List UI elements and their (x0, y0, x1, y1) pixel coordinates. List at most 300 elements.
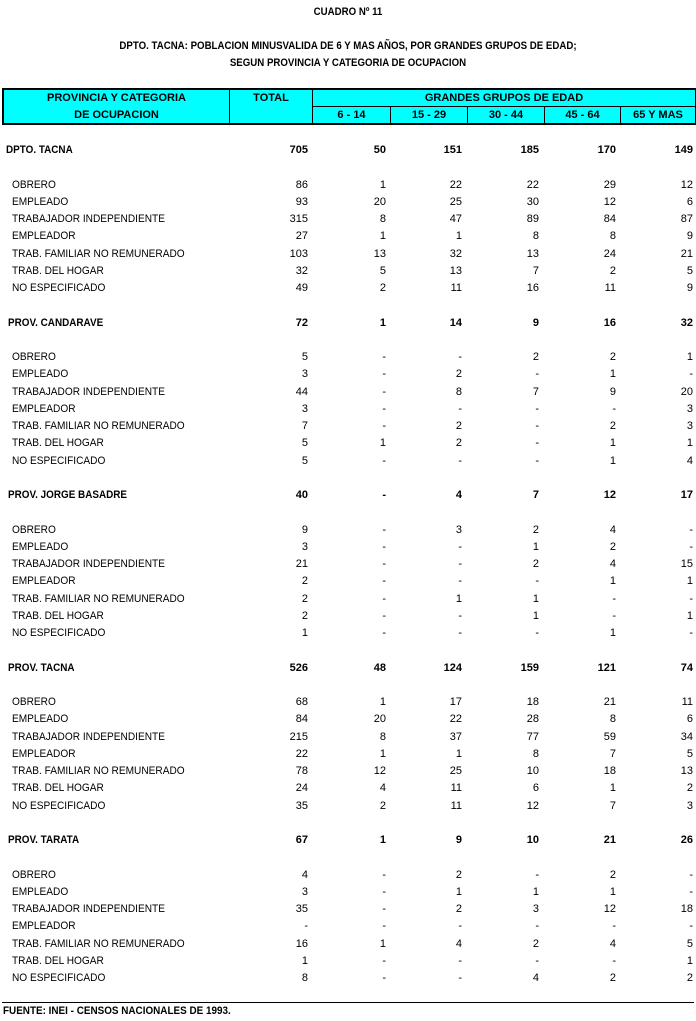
category-label: NO ESPECIFICADO (12, 972, 106, 984)
cell-value: 13 (449, 264, 462, 277)
cell-value: 25 (449, 765, 462, 777)
cell-value: 34 (680, 730, 693, 743)
province-value: 16 (603, 316, 616, 329)
cell-value: 2 (379, 282, 386, 294)
cell-value: 1 (379, 178, 386, 191)
table-row (0, 522, 696, 539)
table-row (0, 918, 696, 935)
table-subtitle-line2: SEGUN PROVINCIA Y CATEGORIA DE OCUPACION (229, 57, 467, 69)
category-label: NO ESPECIFICADO (12, 627, 106, 639)
cell-value: 13 (373, 247, 386, 260)
province-value: 67 (295, 834, 308, 846)
table-row (0, 194, 696, 211)
cell-value: 7 (532, 264, 539, 277)
cell-value: 2 (532, 523, 539, 536)
cell-value: 1 (686, 575, 693, 588)
category-label: TRABAJADOR INDEPENDIENTE (12, 558, 165, 570)
cell-value: - (382, 868, 386, 881)
province-value: 170 (597, 144, 616, 156)
cell-value: 29 (603, 178, 616, 191)
cell-value: 22 (295, 747, 308, 760)
cell-value: 1 (301, 954, 308, 967)
cell-value: - (689, 885, 693, 898)
cell-value: 2 (455, 368, 462, 381)
table-row (0, 366, 696, 383)
cell-value: - (612, 402, 616, 415)
table-row (0, 384, 696, 401)
category-label: TRABAJADOR INDEPENDIENTE (12, 213, 165, 225)
cell-value: 1 (379, 696, 386, 708)
cell-value: 7 (532, 385, 539, 398)
cell-value: 6 (686, 195, 693, 208)
category-label: EMPLEADO (12, 713, 69, 726)
cell-value: 1 (609, 454, 616, 467)
header-age-30-44: 30 - 44 (488, 109, 524, 121)
cell-value: 4 (609, 523, 616, 536)
cell-value: 11 (450, 799, 462, 812)
cell-value: 47 (449, 213, 462, 225)
cell-value: 9 (686, 282, 693, 294)
cell-value: 11 (450, 282, 462, 294)
table-row (0, 936, 696, 953)
cell-value: 2 (686, 972, 693, 984)
province-value: 32 (680, 316, 693, 329)
cell-value: - (689, 627, 693, 639)
province-value: 17 (680, 489, 693, 501)
cell-value: 9 (609, 385, 616, 398)
cell-value: - (689, 592, 693, 605)
province-value: 151 (443, 144, 462, 156)
cell-value: 2 (686, 782, 693, 795)
category-label: TRAB. FAMILIAR NO REMUNERADO (12, 420, 185, 432)
cell-value: 86 (295, 178, 308, 191)
province-name: PROV. TARATA (8, 834, 80, 846)
category-label: NO ESPECIFICADO (12, 799, 106, 812)
cell-value: 9 (686, 230, 693, 243)
category-label: NO ESPECIFICADO (12, 454, 106, 467)
cell-value: 2 (609, 540, 616, 553)
table-row (0, 711, 696, 728)
cell-value: 4 (609, 937, 616, 950)
table-row (0, 884, 696, 901)
cell-value: 35 (295, 903, 308, 915)
cell-value: 8 (609, 230, 616, 243)
cell-value: 8 (301, 972, 308, 984)
cell-value: 18 (526, 696, 539, 708)
cell-value: 2 (609, 868, 616, 881)
table-subtitle-line1: DPTO. TACNA: POBLACION MINUSVALIDA DE 6 Y MAS AÑOS, POR GRANDES GRUPOS DE EDAD; (119, 40, 577, 52)
cell-value: - (535, 454, 539, 467)
province-value: 9 (455, 834, 462, 846)
cell-value: 215 (289, 730, 308, 743)
province-value: 50 (373, 144, 386, 156)
cell-value: 2 (532, 937, 539, 950)
table-row (0, 625, 696, 642)
category-label: EMPLEADOR (12, 747, 76, 760)
table-row (0, 211, 696, 228)
province-row (0, 832, 696, 849)
category-label: OBRERO (12, 178, 56, 191)
cell-value: 11 (604, 282, 616, 294)
cell-value: 2 (301, 575, 308, 588)
table-row (0, 746, 696, 763)
table-row (0, 539, 696, 556)
header-col1-line2: DE OCUPACION (74, 109, 159, 121)
province-name: PROV. JORGE BASADRE (8, 489, 128, 501)
cell-value: - (458, 920, 462, 933)
cell-value: 22 (449, 178, 462, 191)
cell-value: 84 (295, 713, 308, 726)
cell-value: 2 (301, 592, 308, 605)
cell-value: 12 (373, 765, 386, 777)
category-label: OBRERO (12, 523, 56, 536)
category-label: TRAB. DEL HOGAR (12, 782, 104, 795)
cell-value: 2 (532, 351, 539, 363)
table-row (0, 591, 696, 608)
cell-value: - (458, 972, 462, 984)
cell-value: - (458, 627, 462, 639)
cell-value: - (535, 954, 539, 967)
province-value: 72 (295, 316, 308, 329)
cell-value: 5 (686, 747, 693, 760)
table-header (2, 88, 696, 125)
table-row (0, 694, 696, 711)
cell-value: - (382, 523, 386, 536)
cell-value: 13 (680, 765, 693, 777)
cell-value: 3 (686, 402, 693, 415)
province-value: 1 (379, 834, 386, 846)
category-label: OBRERO (12, 351, 56, 363)
cell-value: - (689, 540, 693, 553)
table-row (0, 349, 696, 366)
cell-value: 20 (680, 385, 693, 398)
cell-value: - (612, 609, 616, 622)
cell-value: 1 (609, 885, 616, 898)
cell-value: - (382, 420, 386, 432)
cell-value: 21 (680, 247, 693, 260)
cell-value: 5 (379, 264, 386, 277)
cell-value: - (535, 402, 539, 415)
cell-value: - (458, 402, 462, 415)
category-label: EMPLEADOR (12, 575, 76, 588)
cell-value: 24 (603, 247, 616, 260)
cell-value: 3 (301, 368, 308, 381)
cell-value: - (458, 454, 462, 467)
cell-value: 68 (295, 696, 308, 708)
cell-value: - (382, 575, 386, 588)
cell-value: - (382, 402, 386, 415)
cell-value: 2 (609, 351, 616, 363)
cell-value: 17 (449, 696, 462, 708)
cell-value: 16 (526, 282, 539, 294)
province-name: PROV. TACNA (8, 661, 75, 674)
province-row (0, 660, 696, 677)
cell-value: 5 (301, 454, 308, 467)
cell-value: 2 (609, 264, 616, 277)
cell-value: 4 (609, 558, 616, 570)
province-value: 159 (520, 661, 539, 674)
cell-value: 30 (526, 195, 539, 208)
cell-value: 1 (301, 627, 308, 639)
cell-value: 28 (526, 713, 539, 726)
province-name: DPTO. TACNA (6, 144, 73, 156)
category-label: TRAB. FAMILIAR NO REMUNERADO (12, 765, 185, 777)
cell-value: - (458, 540, 462, 553)
cell-value: - (612, 592, 616, 605)
cell-value: - (382, 540, 386, 553)
cell-value: 2 (455, 437, 462, 450)
province-value: 12 (603, 489, 616, 501)
category-label: TRAB. FAMILIAR NO REMUNERADO (12, 592, 185, 605)
cell-value: 1 (379, 747, 386, 760)
cell-value: 4 (379, 782, 386, 795)
header-age-15-29: 15 - 29 (411, 109, 447, 121)
table-row (0, 798, 696, 815)
province-value: 40 (295, 489, 308, 501)
category-label: EMPLEADOR (12, 920, 76, 933)
cell-value: - (382, 954, 386, 967)
cell-value: 24 (295, 782, 308, 795)
cell-value: 3 (686, 420, 693, 432)
province-name: PROV. CANDARAVE (8, 316, 104, 329)
cell-value: 87 (680, 213, 693, 225)
source-footnote: FUENTE: INEI - CENSOS NACIONALES DE 1993. (3, 1005, 231, 1017)
cell-value: 3 (532, 903, 539, 915)
province-value: 185 (520, 144, 539, 156)
cell-value: 1 (609, 437, 616, 450)
cell-value: - (535, 868, 539, 881)
province-row (0, 315, 696, 332)
cell-value: - (689, 920, 693, 933)
cell-value: 1 (686, 351, 693, 363)
category-label: TRAB. DEL HOGAR (12, 954, 104, 967)
cell-value: 11 (450, 782, 462, 795)
province-value: 26 (680, 834, 693, 846)
cell-value: 1 (609, 575, 616, 588)
category-label: TRAB. FAMILIAR NO REMUNERADO (12, 247, 185, 260)
cell-value: 4 (686, 454, 693, 467)
cell-value: 8 (379, 730, 386, 743)
cell-value: 2 (301, 609, 308, 622)
cell-value: 2 (455, 903, 462, 915)
cell-value: 8 (379, 213, 386, 225)
category-label: OBRERO (12, 696, 56, 708)
cell-value: - (382, 903, 386, 915)
cell-value: 1 (686, 437, 693, 450)
province-value: 4 (455, 489, 462, 501)
cell-value: - (382, 385, 386, 398)
header-total: TOTAL (253, 92, 289, 104)
cell-value: 3 (455, 523, 462, 536)
cell-value: 6 (532, 782, 539, 795)
cell-value: 15 (680, 558, 693, 570)
cell-value: 5 (301, 351, 308, 363)
cell-value: 59 (603, 730, 616, 743)
category-label: TRAB. DEL HOGAR (12, 264, 104, 277)
cell-value: - (535, 368, 539, 381)
cell-value: - (535, 437, 539, 450)
cell-value: - (535, 575, 539, 588)
cell-value: 7 (609, 799, 616, 812)
category-label: NO ESPECIFICADO (12, 282, 106, 294)
cell-value: - (382, 920, 386, 933)
cell-value: 9 (301, 523, 308, 536)
cell-value: 32 (295, 264, 308, 277)
province-row (0, 142, 696, 159)
cell-value: 3 (301, 885, 308, 898)
province-value: 121 (597, 661, 616, 674)
cell-value: 103 (289, 247, 308, 260)
cell-value: 21 (295, 558, 308, 570)
table-row (0, 901, 696, 918)
cell-value: 37 (449, 730, 462, 743)
cell-value: 1 (455, 885, 462, 898)
province-value: 74 (680, 661, 693, 674)
cell-value: 22 (449, 713, 462, 726)
cell-value: 25 (449, 195, 462, 208)
cell-value: - (382, 885, 386, 898)
header-age-6-14: 6 - 14 (337, 109, 366, 121)
cell-value: - (382, 454, 386, 467)
cell-value: 8 (532, 230, 539, 243)
province-value: 10 (526, 834, 539, 846)
cell-value: 10 (526, 765, 539, 777)
category-label: EMPLEADO (12, 195, 69, 208)
cell-value: 13 (526, 247, 539, 260)
province-value: 124 (443, 661, 462, 674)
cell-value: 7 (301, 420, 308, 432)
table-row (0, 573, 696, 590)
category-label: TRAB. FAMILIAR NO REMUNERADO (12, 937, 185, 950)
cell-value: 27 (295, 230, 308, 243)
cell-value: 1 (609, 627, 616, 639)
cell-value: 1 (609, 368, 616, 381)
province-value: 149 (674, 144, 693, 156)
cell-value: - (689, 523, 693, 536)
cell-value: 1 (532, 885, 539, 898)
table-row (0, 418, 696, 435)
province-value: 1 (379, 316, 386, 329)
cell-value: 7 (609, 747, 616, 760)
cell-value: - (689, 868, 693, 881)
cell-value: - (382, 558, 386, 570)
cell-value: 1 (379, 437, 386, 450)
cell-value: - (535, 627, 539, 639)
province-value: 7 (532, 489, 539, 501)
province-row (0, 487, 696, 504)
cell-value: 12 (603, 195, 616, 208)
cell-value: 20 (373, 195, 386, 208)
cell-value: - (382, 351, 386, 363)
cell-value: 89 (526, 213, 539, 225)
category-label: EMPLEADO (12, 885, 69, 898)
cell-value: - (458, 351, 462, 363)
cell-value: 44 (295, 385, 308, 398)
cell-value: 4 (301, 868, 308, 881)
cell-value: - (535, 920, 539, 933)
table-row (0, 177, 696, 194)
cell-value: 5 (686, 937, 693, 950)
cell-value: 77 (526, 730, 539, 743)
table-row (0, 246, 696, 263)
header-age-group: GRANDES GRUPOS DE EDAD (424, 92, 584, 104)
cell-value: - (382, 368, 386, 381)
cell-value: 2 (455, 868, 462, 881)
category-label: TRABAJADOR INDEPENDIENTE (12, 385, 165, 398)
cell-value: - (535, 420, 539, 432)
cell-value: 11 (681, 696, 693, 708)
cell-value: 8 (532, 747, 539, 760)
header-col1-line1: PROVINCIA Y CATEGORIA (47, 92, 186, 104)
cell-value: 1 (609, 782, 616, 795)
cell-value: 22 (526, 178, 539, 191)
cell-value: 4 (532, 972, 539, 984)
cell-value: 84 (603, 213, 616, 225)
table-row (0, 556, 696, 573)
cell-value: 5 (686, 264, 693, 277)
cell-value: 1 (379, 937, 386, 950)
cell-value: 1 (686, 954, 693, 967)
cell-value: - (382, 592, 386, 605)
table-row (0, 867, 696, 884)
table-number-title: CUADRO Nº 11 (313, 6, 383, 18)
table-row (0, 953, 696, 970)
cell-value: 18 (603, 765, 616, 777)
table-row (0, 280, 696, 297)
cell-value: 35 (295, 799, 308, 812)
cell-value: - (458, 954, 462, 967)
table-row (0, 228, 696, 245)
cell-value: 21 (603, 696, 616, 708)
cell-value: 12 (680, 178, 693, 191)
cell-value: - (458, 558, 462, 570)
cell-value: 2 (379, 799, 386, 812)
table-row (0, 435, 696, 452)
footer-rule (2, 1002, 694, 1003)
province-value: 526 (289, 661, 308, 674)
cell-value: 2 (609, 972, 616, 984)
cell-value: - (612, 954, 616, 967)
cell-value: 8 (455, 385, 462, 398)
cell-value: 78 (295, 765, 308, 777)
cell-value: 20 (373, 713, 386, 726)
province-value: - (382, 489, 386, 501)
province-value: 14 (449, 316, 462, 329)
province-value: 21 (603, 834, 616, 846)
category-label: EMPLEADOR (12, 402, 76, 415)
cell-value: 315 (289, 213, 308, 225)
category-label: TRAB. DEL HOGAR (12, 437, 104, 450)
cell-value: 16 (295, 937, 308, 950)
cell-value: 1 (532, 592, 539, 605)
cell-value: 2 (609, 420, 616, 432)
table-row (0, 608, 696, 625)
cell-value: 2 (455, 420, 462, 432)
cell-value: 1 (379, 230, 386, 243)
table-row (0, 401, 696, 418)
province-value: 48 (373, 661, 386, 674)
cell-value: 1 (455, 592, 462, 605)
header-age-65-plus: 65 Y MAS (633, 109, 683, 121)
table-row (0, 263, 696, 280)
cell-value: 32 (449, 247, 462, 260)
cell-value: 1 (455, 230, 462, 243)
category-label: TRAB. DEL HOGAR (12, 609, 104, 622)
category-label: TRABAJADOR INDEPENDIENTE (12, 730, 165, 743)
category-label: TRABAJADOR INDEPENDIENTE (12, 903, 165, 915)
header-age-45-64: 45 - 64 (565, 109, 600, 121)
cell-value: 3 (301, 402, 308, 415)
